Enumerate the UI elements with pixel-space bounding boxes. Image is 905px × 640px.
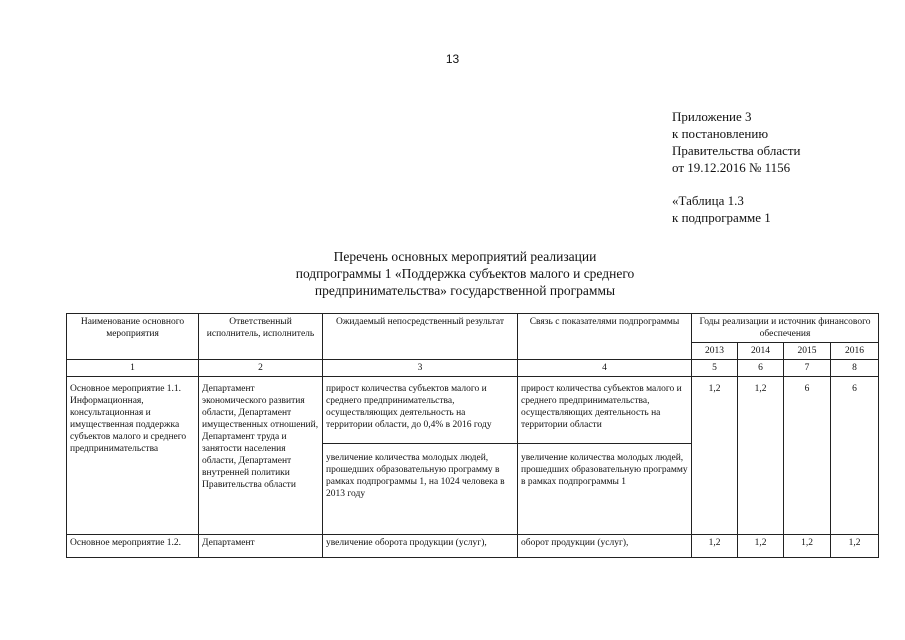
appendix-block bbox=[672, 108, 801, 226]
indicator: увеличение количества молодых людей, прошедших образовательную программу в рамках подпрограммы 1 bbox=[518, 444, 692, 535]
header-year: 2014 bbox=[738, 343, 784, 360]
column-number: 3 bbox=[323, 360, 518, 377]
indicator: оборот продукции (услуг), bbox=[518, 535, 692, 558]
expected-result: прирост количества субъектов малого и среднего предпринимательства, осуществляющих деятельность на территории области, до 0,4% в 2016 году bbox=[323, 377, 518, 444]
header-expected-result: Ожидаемый непосредственный результат bbox=[323, 314, 518, 360]
indicator: прирост количества субъектов малого и среднего предпринимательства, осуществляющих деятельность на территории области bbox=[518, 377, 692, 444]
table-row bbox=[67, 377, 879, 444]
column-number-row bbox=[67, 360, 879, 377]
measures-table bbox=[66, 313, 879, 558]
column-number: 1 bbox=[67, 360, 199, 377]
year-value: 1,2 bbox=[738, 377, 784, 535]
year-value: 6 bbox=[784, 377, 831, 535]
appendix-line: к постановлению bbox=[672, 126, 769, 141]
header-year: 2016 bbox=[831, 343, 879, 360]
header-indicators: Связь с показателями подпрограммы bbox=[518, 314, 692, 360]
column-number: 8 bbox=[831, 360, 879, 377]
table-ref-line: к подпрограмме 1 bbox=[672, 210, 771, 225]
measure-name: Основное мероприятие 1.1. Информационная, консультационная и имущественная поддержка субъектов малого и среднего предпринимательства bbox=[67, 377, 199, 535]
table-row bbox=[67, 535, 879, 558]
year-value: 1,2 bbox=[738, 535, 784, 558]
header-years-group: Годы реализации и источник финансового обеспечения bbox=[692, 314, 879, 343]
year-value: 6 bbox=[831, 377, 879, 535]
appendix-line: от 19.12.2016 № 1156 bbox=[672, 160, 791, 175]
measure-name: Основное мероприятие 1.2. bbox=[67, 535, 199, 558]
year-value: 1,2 bbox=[692, 377, 738, 535]
title-line: предпринимательства» государственной программы bbox=[314, 283, 616, 298]
page-number: 13 bbox=[445, 52, 460, 66]
document-title bbox=[225, 248, 705, 299]
year-value: 1,2 bbox=[692, 535, 738, 558]
header-year: 2013 bbox=[692, 343, 738, 360]
header-row bbox=[67, 314, 879, 343]
column-number: 7 bbox=[784, 360, 831, 377]
column-number: 5 bbox=[692, 360, 738, 377]
header-year: 2015 bbox=[784, 343, 831, 360]
column-number: 6 bbox=[738, 360, 784, 377]
executor: Департамент bbox=[199, 535, 323, 558]
executor: Департамент экономического развития области, Департамент имущественных отношений, Департамент труда и занятости населения области, Департамент внутренней политики Правительства области bbox=[199, 377, 323, 535]
title-line: Перечень основных мероприятий реализации bbox=[333, 249, 597, 264]
header-measure-name: Наименование основного мероприятия bbox=[67, 314, 199, 360]
expected-result: увеличение оборота продукции (услуг), bbox=[323, 535, 518, 558]
header-executor: Ответственный исполнитель, исполнитель bbox=[199, 314, 323, 360]
appendix-line: Приложение 3 bbox=[672, 109, 752, 124]
year-value: 1,2 bbox=[784, 535, 831, 558]
expected-result: увеличение количества молодых людей, прошедших образовательную программу в рамках подпрограммы 1, на 1024 человека в 2013 году bbox=[323, 444, 518, 535]
column-number: 4 bbox=[518, 360, 692, 377]
appendix-line: Правительства области bbox=[672, 143, 801, 158]
column-number: 2 bbox=[199, 360, 323, 377]
table-ref-line: «Таблица 1.3 bbox=[672, 193, 744, 208]
title-line: подпрограммы 1 «Поддержка субъектов малого и среднего bbox=[295, 266, 635, 281]
year-value: 1,2 bbox=[831, 535, 879, 558]
